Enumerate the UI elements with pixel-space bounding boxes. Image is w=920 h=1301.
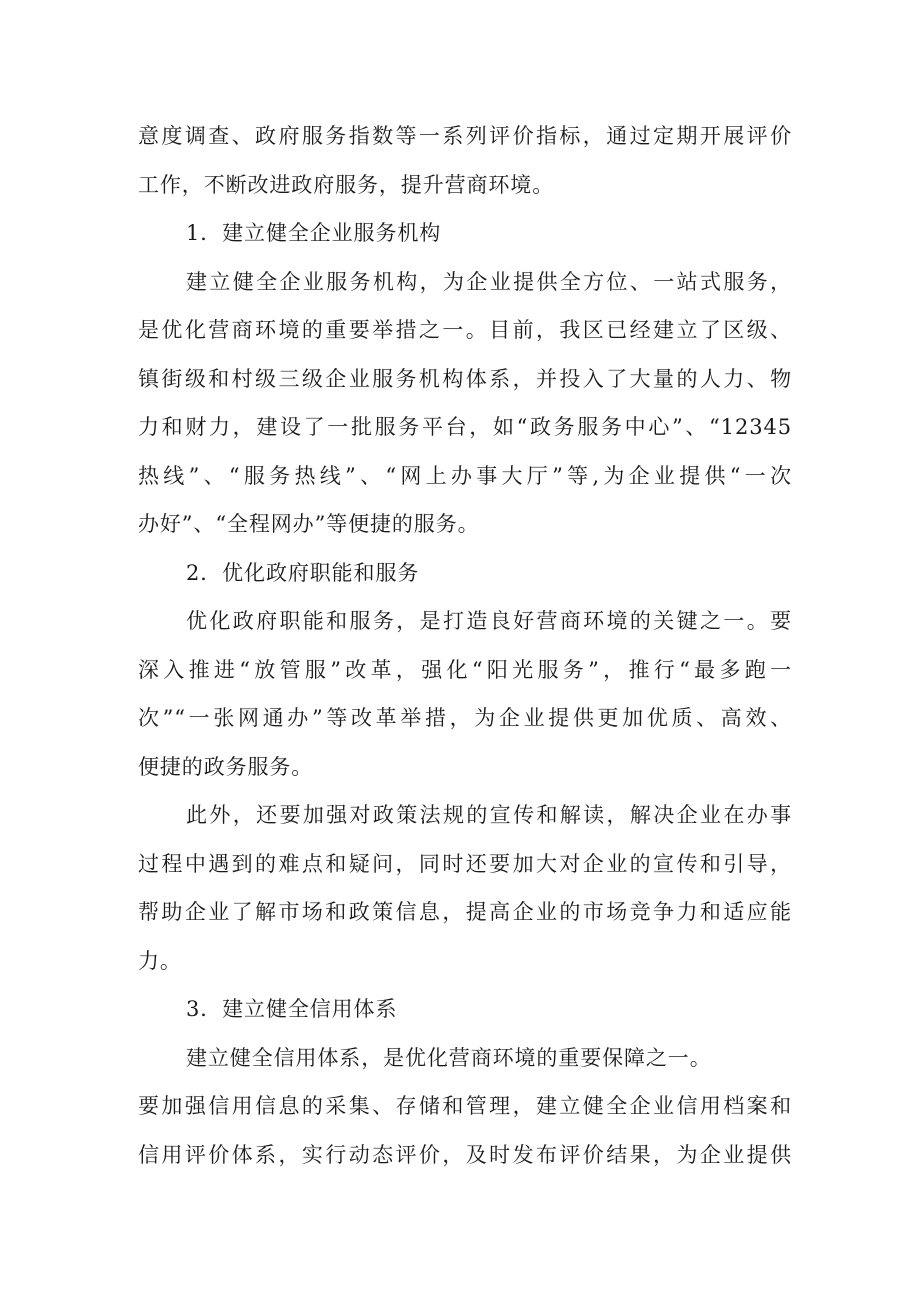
section-heading: 3．建立健全信用体系 xyxy=(186,997,398,1021)
text-line: 便捷的政务服务。 xyxy=(138,754,314,779)
text-line: 力和财力，建设了一批服务平台，如“政务服务中心”、“12345 xyxy=(138,415,792,439)
paragraph-first-line: 此外，还要加强对政策法规的宣传和解读，解决企业在办事 xyxy=(186,803,792,827)
text-line: 深入推进“放管服”改革，强化“阳光服务”，推行“最多跑一 xyxy=(138,657,792,682)
text-line: 镇街级和村级三级企业服务机构体系，并投入了大量的人力、物 xyxy=(138,366,792,391)
text-line: 信用评价体系，实行动态评价，及时发布评价结果，为企业提供 xyxy=(138,1142,792,1167)
text-line: 意度调查、政府服务指数等一系列评价指标，通过定期开展评价 xyxy=(138,124,792,148)
paragraph-first-line: 建立健全企业服务机构，为企业提供全方位、一站式服务， xyxy=(186,269,792,294)
text-line: 要加强信用信息的采集、存储和管理，建立健全企业信用档案和 xyxy=(138,1094,792,1118)
paragraph-first-line: 优化政府职能和服务，是打造良好营商环境的关键之一。要 xyxy=(186,609,792,633)
text-line: 办好”、“全程网办”等便捷的服务。 xyxy=(138,512,480,536)
section-heading: 1．建立健全企业服务机构 xyxy=(186,221,442,245)
section-heading: 2．优化政府职能和服务 xyxy=(186,560,420,585)
text-line: 次”“一张网通办”等改革举措，为企业提供更加优质、高效、 xyxy=(138,706,792,730)
text-line: 过程中遇到的难点和疑问，同时还要加大对企业的宣传和引导， xyxy=(138,851,792,876)
document-body xyxy=(138,112,792,1179)
text-line: 帮助企业了解市场和政策信息，提高企业的市场竞争力和适应能 xyxy=(138,900,792,924)
text-line: 热线”、“服务热线”、“网上办事大厅”等,为企业提供“一次 xyxy=(138,463,792,488)
paragraph-first-line: 建立健全信用体系，是优化营商环境的重要保障之一。 xyxy=(186,1045,712,1070)
text-line: 力。 xyxy=(138,948,182,973)
text-line: 是优化营商环境的重要举措之一。目前，我区已经建立了区级、 xyxy=(138,318,792,342)
text-line: 工作，不断改进政府服务，提升营商环境。 xyxy=(138,172,555,197)
